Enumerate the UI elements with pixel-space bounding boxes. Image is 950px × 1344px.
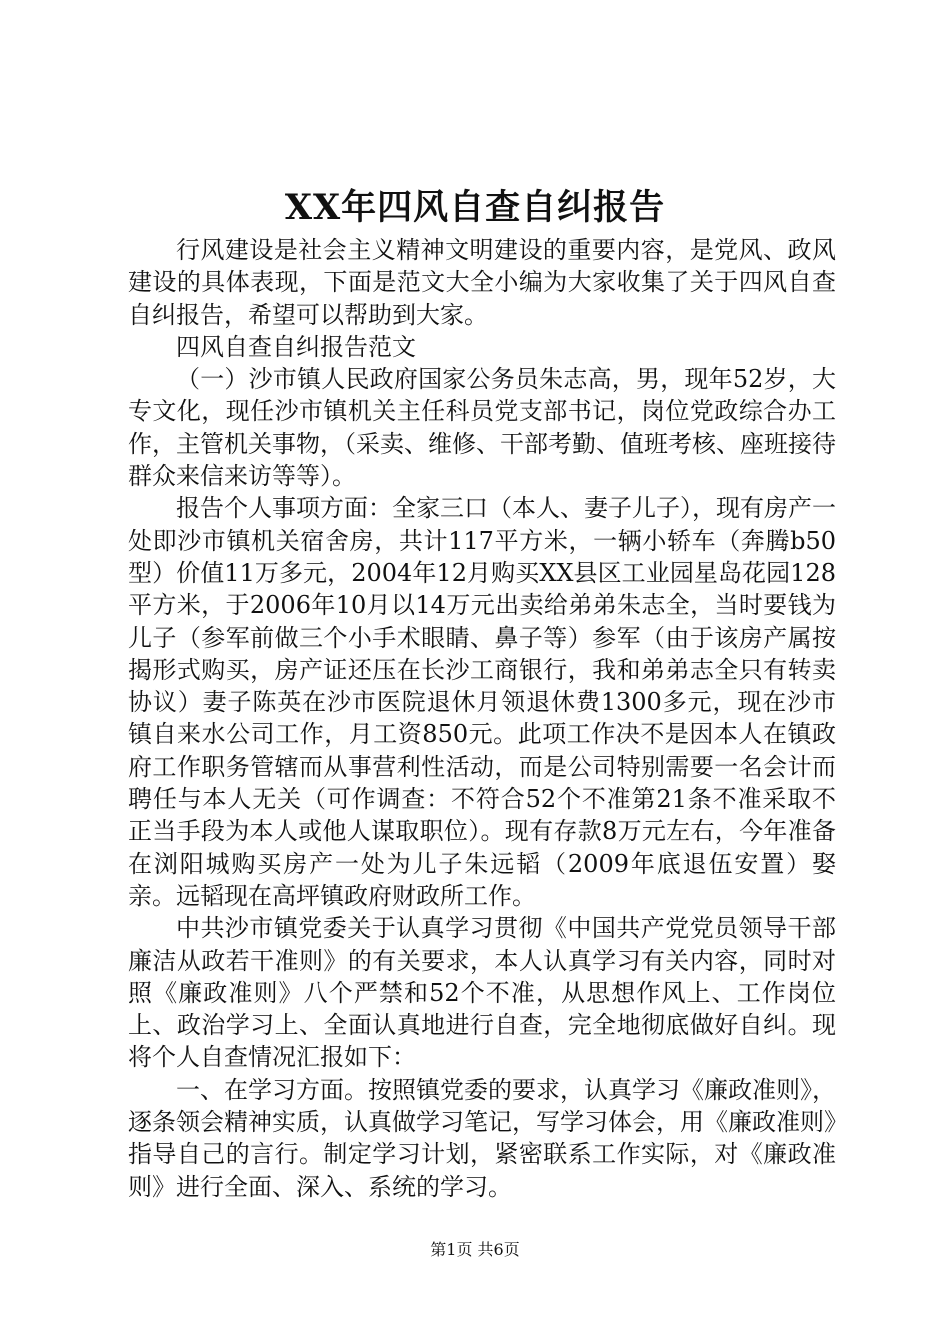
page-footer: 第1页 共6页 <box>430 1240 520 1259</box>
paragraph-subtitle: 四风自查自纠报告范文 <box>176 332 416 361</box>
paragraph-intro: 行风建设是社会主义精神文明建设的重要内容，是党风、政风建设的具体表现，下面是范文大全小编为大家收集了关于四风自查自纠报告，希望可以帮助到大家。 <box>128 236 836 329</box>
document-body <box>128 234 836 1203</box>
paragraph-personal-matters: 报告个人事项方面：全家三口（本人、妻子儿子），现有房产一处即沙市镇机关宿舍房，共计117平方米，一辆小轿车（奔腾b50型）价值11万多元，2004年12月购买XX县区工业园星岛花园128平方米，于2006年10月以14万元出卖给弟弟朱志全，当时要钱为儿子（参军前做三个小手术眼睛、鼻子等）参军（由于该房产属按揭形式购买，房产证还压在长沙工商银行，我和弟弟志全只有转卖协议）妻子陈英在沙市医院退休月领退休费1300多元，现在沙市镇自来水公司工作，月工资850元。此项工作决不是因本人在镇政府工作职务管辖而从事营利性活动，而是公司特别需要一名会计而聘任与本人无关（可作调查：不符合52个不准第21条不准采取不正当手段为本人或他人谋取职位）。现有存款8万元左右，今年准备在浏阳城购买房产一处为儿子朱远韬（2009年底退伍安置）娶亲。远韬现在高坪镇政府财政所工作。 <box>128 494 836 910</box>
paragraph-self-check: 中共沙市镇党委关于认真学习贯彻《中国共产党党员领导干部廉洁从政若干准则》的有关要求，本人认真学习有关内容，同时对照《廉政准则》八个严禁和52个不准，从思想作风上、工作岗位上、政治学习上、全面认真地进行自查，完全地彻底做好自纠。现将个人自查情况汇报如下： <box>128 914 836 1072</box>
paragraph-study: 一、在学习方面。按照镇党委的要求，认真学习《廉政准则》，逐条领会精神实质，认真做学习笔记，写学习体会，用《廉政准则》指导自己的言行。制定学习计划，紧密联系工作实际，对《廉政准则》进行全面、深入、系统的学习。 <box>128 1075 836 1201</box>
paragraph-personal-info: （一）沙市镇人民政府国家公务员朱志高，男，现年52岁，大专文化，现任沙市镇机关主任科员党支部书记，岗位党政综合办工作，主管机关事物，（采卖、维修、干部考勤、值班考核、座班接待群众来信来访等等）。 <box>128 365 836 491</box>
document-title: XX年四风自查自纠报告 <box>284 187 666 228</box>
